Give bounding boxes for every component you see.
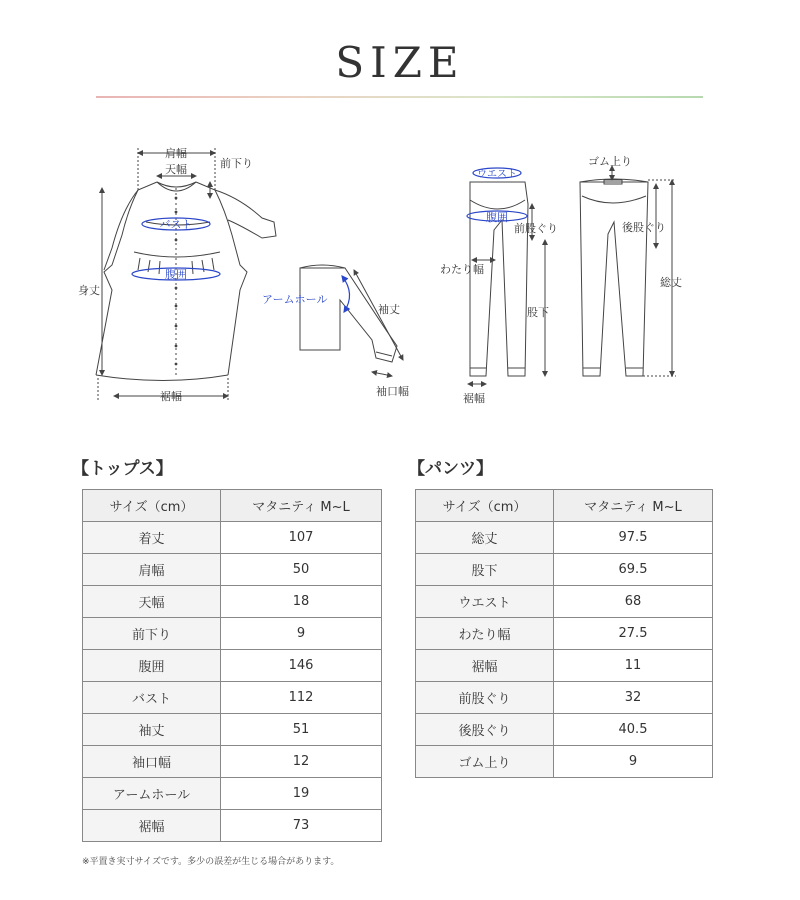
table-row: 腹囲 146	[83, 650, 382, 682]
label-total-length: 総丈	[660, 276, 682, 289]
table-row: 袖口幅 12	[83, 746, 382, 778]
label-back-rise: 後股ぐり	[622, 221, 666, 234]
label-pants-waist: ウエスト	[477, 169, 517, 180]
label-hem-width: 裾幅	[160, 390, 182, 403]
pants-back-illustration	[580, 179, 648, 376]
label-length: 身丈	[78, 284, 100, 297]
label-neck-width: 天幅	[165, 163, 187, 176]
table-row: アームホール 19	[83, 778, 382, 810]
table-row: 肩幅 50	[83, 554, 382, 586]
title-divider	[96, 96, 703, 98]
tops-table	[82, 489, 382, 842]
pants-table	[415, 489, 713, 778]
label-bust: バスト	[159, 218, 193, 231]
header-maternity: マタニティ M~L	[554, 490, 713, 522]
measurement-diagram	[0, 140, 800, 420]
table-row: 袖丈 51	[83, 714, 382, 746]
label-rubber-top: ゴム上り	[588, 155, 632, 168]
label-shoulder-width: 肩幅	[165, 147, 187, 160]
page-title: SIZE	[335, 38, 465, 87]
table-row: 天幅 18	[83, 586, 382, 618]
label-pants-belly: 腹囲	[486, 211, 508, 224]
table-row: 後股ぐり 40.5	[416, 714, 713, 746]
tops-heading: 【トップス】	[72, 459, 173, 479]
label-sleeve-length: 袖丈	[378, 303, 400, 316]
table-row: 着丈 107	[83, 522, 382, 554]
table-row: 総丈 97.5	[416, 522, 713, 554]
table-row: 前股ぐり 32	[416, 682, 713, 714]
table-row: わたり幅 27.5	[416, 618, 713, 650]
pants-heading: 【パンツ】	[408, 459, 493, 479]
table-row: バスト 112	[83, 682, 382, 714]
header-size: サイズ（cm）	[416, 490, 554, 522]
table-header-row	[416, 490, 713, 522]
table-row: 裾幅 73	[83, 810, 382, 842]
label-pants-hem: 裾幅	[463, 392, 485, 405]
label-thigh: わたり幅	[440, 263, 484, 276]
table-header-row	[83, 490, 382, 522]
label-armhole: アームホール	[262, 293, 328, 306]
table-row: ウエスト 68	[416, 586, 713, 618]
table-row: 裾幅 11	[416, 650, 713, 682]
footnote: ※平置き実寸サイズです。多少の誤差が生じる場合があります。	[82, 857, 340, 867]
label-inseam: 股下	[527, 306, 549, 319]
label-front-rise: 前股ぐり	[514, 222, 558, 235]
label-waist-circ: 腹囲	[165, 268, 187, 281]
header-size: サイズ（cm）	[83, 490, 221, 522]
table-row: 股下 69.5	[416, 554, 713, 586]
header-maternity: マタニティ M~L	[221, 490, 382, 522]
label-cuff-width: 袖口幅	[376, 385, 409, 398]
dress-illustration	[96, 182, 276, 381]
table-row: 前下り 9	[83, 618, 382, 650]
label-front-drop: 前下り	[220, 157, 253, 170]
table-row: ゴム上り 9	[416, 746, 713, 778]
